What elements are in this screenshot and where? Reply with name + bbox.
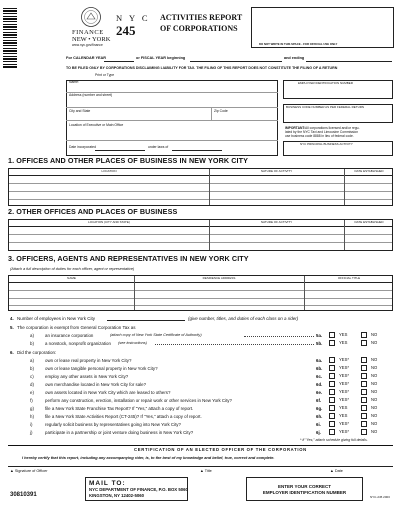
q6e-letter: e) — [30, 390, 34, 395]
q6b-yes-label: YES* — [339, 365, 350, 370]
q5a-no-checkbox[interactable] — [361, 332, 367, 338]
business-code-label: BUSINESS CODE NUMBER AS PER FEDERAL RETURN — [286, 105, 365, 109]
q6d-yes-checkbox[interactable] — [329, 381, 335, 387]
q6h-no-label: NO — [371, 413, 378, 418]
q6f-letter: f) — [30, 398, 33, 403]
q6j-yes-checkbox[interactable] — [329, 429, 335, 435]
q5-number: 5. — [10, 325, 14, 330]
q6d-yes-label: YES* — [339, 381, 350, 386]
calendar-year-field[interactable] — [104, 56, 134, 62]
q6f-yes-checkbox[interactable] — [329, 397, 335, 403]
signature-line[interactable] — [8, 463, 393, 467]
section2-col-activity: NATURE OF ACTIVITY — [260, 220, 293, 224]
section3-title: 3. OFFICERS, AGENTS AND REPRESENTATIVES IN NEW YORK CITY — [8, 254, 249, 263]
q5-text: The corporation is exempt from General Corporation Tax as — [17, 325, 136, 330]
q6i-letter: i) — [30, 422, 33, 427]
official-use-label: DO NOT WRITE IN THIS SPACE - FOR OFFICIAL USE ONLY — [259, 42, 338, 46]
q6c-yes-checkbox[interactable] — [329, 373, 335, 379]
q6h-yes-label: YES — [339, 413, 348, 418]
principal-activity-label: NYC PRINCIPAL BUSINESS ACTIVITY — [300, 142, 353, 146]
section2-table — [8, 219, 393, 251]
form-title-line2: OF CORPORATIONS — [160, 24, 238, 33]
certification-text: I hereby certify that this report, including any accompanying rider, is, to the best of my knowledge and belief, true, correct and complete. — [22, 455, 275, 460]
q6f-code: 6f. — [316, 398, 322, 403]
section2-col-location: LOCATION (CITY AND STATE) — [88, 220, 130, 224]
q6d-text: own merchandise located in New York City for sale? — [45, 382, 147, 387]
q6e-code: 6e. — [316, 390, 323, 395]
section1-col-location: LOCATION — [101, 169, 117, 173]
q6f-no-label: NO — [371, 397, 378, 402]
q6-number: 6. — [10, 350, 14, 355]
q5a-text: an insurance corporation — [45, 333, 94, 338]
q6c-text: employ any other assets in New York City? — [45, 374, 129, 379]
location-label: Location of Executive or Main Office — [69, 123, 124, 127]
title-label: ▲ Title — [200, 469, 212, 473]
q4-text: Number of employees in New York City — [17, 316, 96, 321]
q6b-no-checkbox[interactable] — [361, 365, 367, 371]
important-text-line3: use business code 8888 in lieu of federal code. — [285, 134, 354, 138]
q6e-no-label: NO — [371, 389, 378, 394]
q6e-yes-label: YES* — [339, 389, 350, 394]
q6c-no-checkbox[interactable] — [361, 373, 367, 379]
q6b-yes-checkbox[interactable] — [329, 365, 335, 371]
q6i-yes-checkbox[interactable] — [329, 421, 335, 427]
q6j-yes-label: YES* — [339, 429, 350, 434]
q6f-text: perform any construction, erection, installation or repair work or other services in New York City? — [45, 398, 232, 403]
q6j-letter: j) — [30, 430, 33, 435]
section2-col-date: DATE ESTABLISHED — [354, 220, 384, 224]
q6d-letter: d) — [30, 382, 34, 387]
address-label: Address (number and street) — [69, 93, 113, 97]
q6h-no-checkbox[interactable] — [361, 413, 367, 419]
fiscal-end-field[interactable] — [306, 56, 392, 62]
zip-label: Zip Code — [214, 109, 228, 113]
form-id: NYC-245 2003 — [370, 495, 390, 499]
q5a-no-label: NO — [371, 332, 378, 337]
laws-of-field[interactable] — [172, 145, 222, 151]
q5b-code: 5b. — [316, 341, 323, 346]
important-label: IMPORTANT: — [285, 126, 306, 130]
barcode — [3, 8, 17, 68]
form-code: 30810391 — [10, 492, 37, 498]
section3-table — [8, 275, 393, 311]
q6j-no-checkbox[interactable] — [361, 429, 367, 435]
print-or-type-label: Print or Type — [95, 73, 115, 77]
q5b-letter: b) — [30, 341, 34, 346]
q6f-no-checkbox[interactable] — [361, 397, 367, 403]
q6e-yes-checkbox[interactable] — [329, 389, 335, 395]
q6i-code: 6i. — [316, 422, 321, 427]
section1-col-activity: NATURE OF ACTIVITY — [260, 169, 293, 173]
form-number: 245 — [116, 23, 136, 38]
fiscal-begin-field[interactable] — [190, 56, 282, 62]
section1-col-date: DATE ESTABLISHED — [354, 169, 384, 173]
q6e-text: own assets located in New York City which are leased to others? — [45, 390, 171, 395]
q5a-letter: a) — [30, 333, 34, 338]
q6b-code: 6b. — [316, 366, 323, 371]
date-incorporated-field[interactable] — [95, 145, 145, 151]
q5a-yes-label: YES — [339, 332, 348, 337]
q6i-no-checkbox[interactable] — [361, 421, 367, 427]
section3-col-address: RESIDENCE ADDRESS — [202, 276, 236, 280]
q6b-letter: b) — [30, 366, 34, 371]
q5a-code: 5a. — [316, 333, 323, 338]
q6c-letter: c) — [30, 374, 34, 379]
date-label: ▲ Date — [330, 469, 343, 473]
ein-label: EMPLOYER IDENTIFICATION NUMBER — [298, 81, 353, 85]
q6g-no-checkbox[interactable] — [361, 405, 367, 411]
section1-table — [8, 168, 393, 206]
q6j-no-label: NO — [371, 429, 378, 434]
q5b-note: (see instructions) — [118, 341, 147, 345]
q6h-letter: h) — [30, 414, 34, 419]
q5b-yes-checkbox[interactable] — [329, 340, 335, 346]
q6g-yes-checkbox[interactable] — [329, 405, 335, 411]
mail-address-line2: KINGSTON, NY 12402-5060 — [89, 493, 145, 498]
correct-ein-line1: ENTER YOUR CORRECT — [278, 484, 331, 489]
q4-number: 4. — [10, 316, 14, 321]
q5b-text: a nonstock, nonprofit organization — [45, 341, 111, 346]
important-text-line1: All corporations licensed and/or regu- — [305, 126, 360, 130]
q6d-no-label: NO — [371, 381, 378, 386]
q6g-yes-label: YES — [339, 405, 348, 410]
agency-name: FINANCE — [72, 29, 104, 36]
q6h-code: 6h. — [316, 414, 323, 419]
q6c-no-label: NO — [371, 373, 378, 378]
q6d-code: 6d. — [316, 382, 323, 387]
q6a-letter: a) — [30, 358, 34, 363]
certification-title: CERTIFICATION OF AN ELECTED OFFICER OF THE CORPORATION — [134, 447, 307, 452]
mail-to-label: MAIL TO: — [89, 480, 126, 487]
nyc-seal-icon — [79, 6, 103, 28]
q6b-text: own or lease tangible personal property in New York City? — [45, 366, 158, 371]
q6h-text: file a New York State Activities Report (CT-245)? If "Yes," attach a copy of report. — [45, 414, 202, 419]
important-text-line2: lated by the NYC Taxi and Limousine Commission — [285, 130, 359, 134]
q4-note: (give number, titles, and duties of each class on a rider) — [188, 316, 299, 321]
q6g-text: file a New York State Franchise Tax Report? If "Yes," attach a copy of report. — [45, 406, 194, 411]
mail-address-line1: NYC DEPARTMENT OF FINANCE, P.O. BOX 5060 — [89, 487, 188, 492]
q6e-no-checkbox[interactable] — [361, 389, 367, 395]
q4-employees-field[interactable] — [107, 315, 185, 321]
q6j-code: 6j. — [316, 430, 321, 435]
name-label: Name: — [69, 80, 79, 84]
q6f-yes-label: YES* — [339, 397, 350, 402]
section2-title: 2. OTHER OFFICES AND PLACES OF BUSINESS — [8, 207, 178, 216]
q5b-no-checkbox[interactable] — [361, 340, 367, 346]
ending-label: and ending — [284, 56, 305, 60]
q5a-yes-checkbox[interactable] — [329, 332, 335, 338]
section3-col-title: OFFICIAL TITLE — [337, 276, 361, 280]
q6-footnote: * If "Yes," attach schedule giving full details. — [300, 438, 368, 442]
q6a-yes-label: YES* — [339, 357, 350, 362]
q6-text: Did the corporation: — [17, 350, 57, 355]
q6d-no-checkbox[interactable] — [361, 381, 367, 387]
q6g-code: 6g. — [316, 406, 323, 411]
q6a-no-checkbox[interactable] — [361, 357, 367, 363]
correct-ein-line2: EMPLOYER IDENTIFICATION NUMBER — [262, 490, 347, 495]
q6h-yes-checkbox[interactable] — [329, 413, 335, 419]
q5b-no-label: NO — [371, 340, 378, 345]
q5b-yes-label: YES — [339, 340, 348, 345]
agency-website: www.nyc.gov/finance — [72, 43, 103, 47]
nyc-label: N Y C — [116, 13, 151, 23]
q6g-letter: g) — [30, 406, 34, 411]
filing-notice: TO BE FILED ONLY BY CORPORATIONS DISCLAIMING LIABILITY FOR TAX. THE FILING OF THIS REPORT DOES NOT CONSTITUTE THE FILING OF A RETURN — [66, 66, 338, 70]
q5a-note: (attach copy of New York State Certificate of Authority) — [110, 333, 202, 337]
form-title-line1: ACTIVITIES REPORT — [160, 13, 243, 22]
fiscal-year-label: or FISCAL YEAR beginning — [136, 56, 186, 60]
q6b-no-label: NO — [371, 365, 378, 370]
q6i-no-label: NO — [371, 421, 378, 426]
q6a-code: 6a. — [316, 358, 323, 363]
signature-label: ▲ Signature of Officer — [10, 469, 48, 473]
city-state-label: City and State — [69, 109, 91, 113]
q6g-no-label: NO — [371, 405, 378, 410]
q6a-yes-checkbox[interactable] — [329, 357, 335, 363]
calendar-year-label: For CALENDAR YEAR — [66, 56, 107, 60]
agency-city: NEW • YORK — [72, 36, 111, 43]
q6i-text: regularly solicit business by representatives going into New York City? — [45, 422, 181, 427]
section1-title: 1. OFFICES AND OTHER PLACES OF BUSINESS IN NEW YORK CITY — [8, 156, 249, 165]
q6c-code: 6c. — [316, 374, 323, 379]
q6i-yes-label: YES* — [339, 421, 350, 426]
q6j-text: participate in a partnership or joint venture doing business in New York City? — [45, 430, 194, 435]
q6a-text: own or lease real property in New York City? — [45, 358, 132, 363]
section3-col-name: NAME — [67, 276, 76, 280]
section3-note: (Attach a full description of duties for each officer, agent or representative) — [10, 267, 135, 271]
q6a-no-label: NO — [371, 357, 378, 362]
laws-of-label: under laws of — [148, 145, 169, 149]
date-incorporated-label: Date incorporated — [69, 145, 96, 149]
q6c-yes-label: YES* — [339, 373, 350, 378]
